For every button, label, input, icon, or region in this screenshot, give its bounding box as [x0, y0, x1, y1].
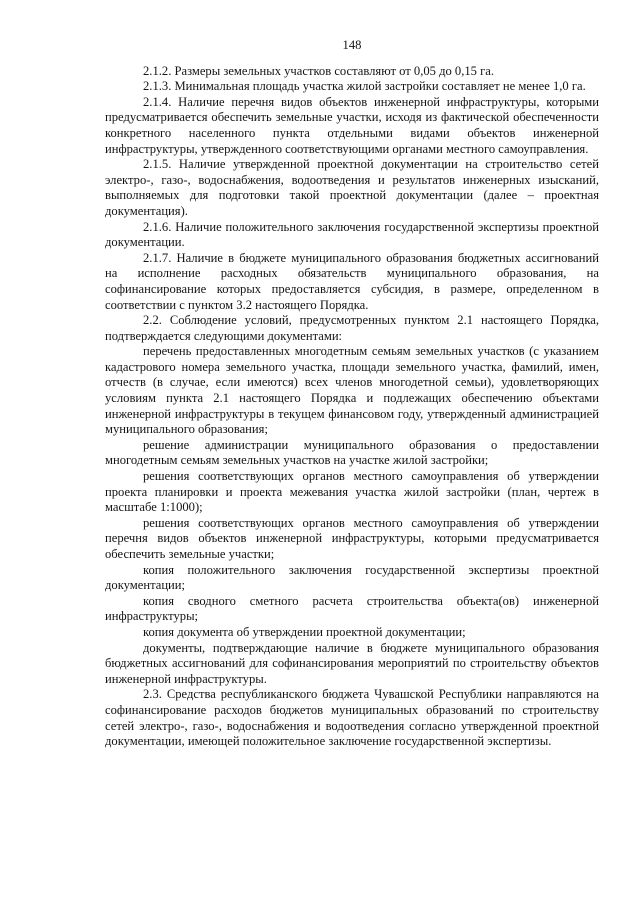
paragraph-2-1-3: 2.1.3. Минимальная площадь участка жилой застройки составляет не менее 1,0 га.	[143, 79, 586, 94]
list-item-planning-approval: решения соответствующих органов местного самоуправления об утверждении проекта планировки и проекта межевания участка жилой застройки (план, чертеж в масштабе 1:1000);	[105, 469, 599, 515]
paragraph-2-2: 2.2. Соблюдение условий, предусмотренных пунктом 2.1 настоящего Порядка, подтверждается следующими документами:	[105, 313, 599, 343]
list-item-land-plots: перечень предоставленных многодетным семьям земельных участков (с указанием кадастрового номера земельного участка, площади земельного участка, фамилий, имен, отчеств (в случае, если имеются) всех членов многодетной семьи), удовлетворяющих условиям пункта 2.1 настоящего Порядка и подлежащих обеспечению объектами инженерной инфраструктуры в текущем финансовом году, утвержденный администрацией муниципального образования;	[105, 344, 599, 437]
paragraph-2-1-5: 2.1.5. Наличие утвержденной проектной документации на строительство сетей электро-, газо-, водоснабжения, водоотведения и результатов инженерных изысканий, выполняемых для подготовки такой проектной документации (далее – проектная документация).	[105, 157, 599, 218]
paragraph-2-1-6: 2.1.6. Наличие положительного заключения государственной экспертизы проектной документации.	[105, 219, 599, 250]
paragraph-2-1-2: 2.1.2. Размеры земельных участков составляют от 0,05 до 0,15 га.	[143, 63, 495, 78]
list-item-expertise-copy: копия положительного заключения государственной экспертизы проектной документации;	[105, 562, 599, 593]
list-item-admin-decision: решение администрации муниципального образования о предоставлении многодетным семьям земельных участков на участке жилой застройки;	[105, 437, 599, 468]
document-page	[105, 38, 599, 750]
paragraph-2-3: 2.3. Средства республиканского бюджета Чувашской Республики направляются на софинансирование расходов бюджетов муниципальных образований по строительству сетей электро-, газо-, водоснабжения и водоотведения согласно утвержденной проектной документации, имеющей положительное заключение государственной экспертизы.	[105, 687, 599, 749]
page-number: 148	[342, 38, 362, 52]
paragraph-2-1-7: 2.1.7. Наличие в бюджете муниципального образования бюджетных ассигнований на исполнение расходных обязательств муниципального образования, на софинансирование которых предоставляется субсидия, в размере, определенном в соответствии с пунктом 3.2 настоящего Порядка.	[105, 250, 599, 312]
paragraph-2-1-4: 2.1.4. Наличие перечня видов объектов инженерной инфраструктуры, которыми предусматривается обеспечить земельные участки, исходя из фактической обеспеченности конкретного населенного пункта отдельными видами объектов инженерной инфраструктуры, утвержденного соответствующими органами местного самоуправления.	[105, 94, 599, 156]
list-item-infrastructure-list-approval: решения соответствующих органов местного самоуправления об утверждении перечня видов объектов инженерной инфраструктуры, которыми предусматривается обеспечить земельные участки;	[105, 515, 599, 561]
list-item-approval-document-copy: копия документа об утверждении проектной документации;	[143, 624, 466, 639]
list-item-budget-documents: документы, подтверждающие наличие в бюджете муниципального образования бюджетных ассигнований для софинансирования мероприятий по строительству объектов инженерной инфраструктуры.	[105, 640, 599, 686]
list-item-estimate-copy: копия сводного сметного расчета строительства объекта(ов) инженерной инфраструктуры;	[105, 593, 599, 624]
